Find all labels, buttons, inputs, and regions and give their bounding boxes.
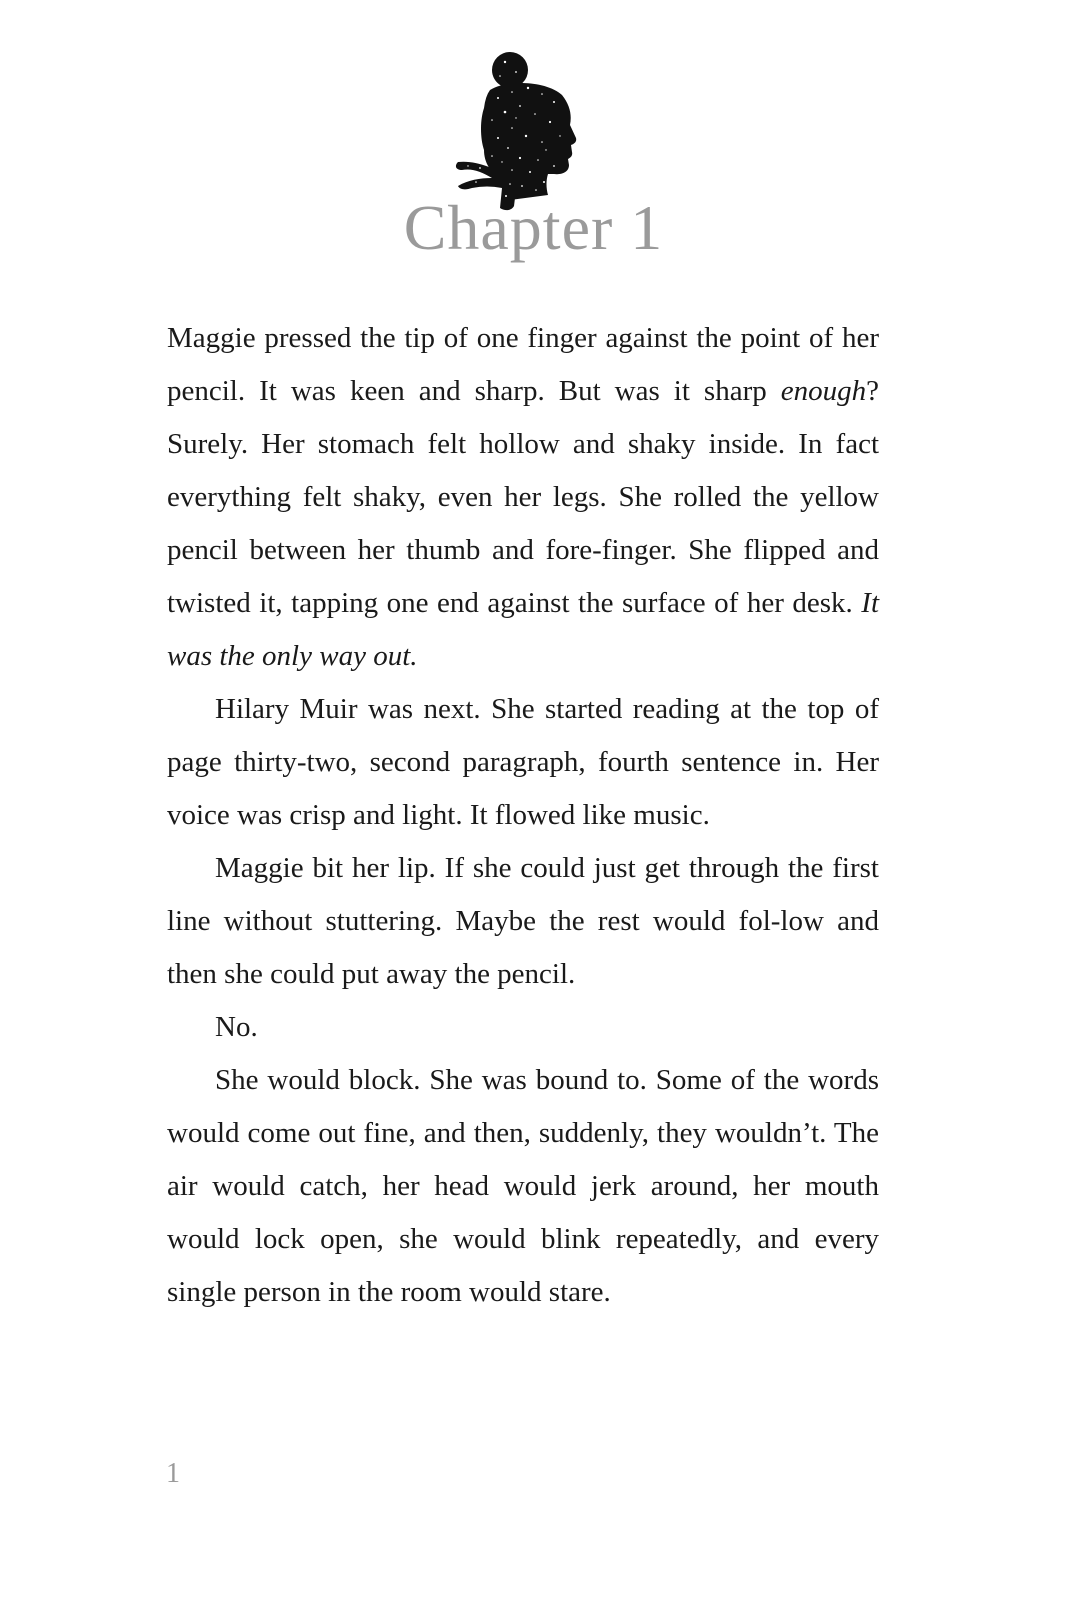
text-span: She would block. She was bound to. Some of the words would come out fine, and then, suddenly, they wouldn’t. The air would catch, her head would jerk around, her mouth would lock open, she would blink repeatedly, and every single person in the room would stare. [167, 1064, 879, 1308]
chapter-title: Chapter 1 [403, 192, 664, 263]
paragraph [167, 1054, 879, 1319]
paragraph [167, 1001, 879, 1054]
text-span: No. [215, 1011, 258, 1043]
paragraph [167, 842, 879, 1001]
paragraph [167, 312, 879, 683]
text-span: Maggie bit her lip. If she could just get through the first line without stuttering. Maybe the rest would fol-low and then she could put away the pencil. [167, 852, 879, 990]
italic-text: enough [780, 375, 867, 407]
paragraph [167, 683, 879, 842]
page-number: 1 [166, 1458, 180, 1489]
italic-text: It was the only way out. [167, 587, 879, 672]
text-span: Maggie pressed the tip of one finger against the point of her pencil. It was keen and sharp. But was it sharp [167, 322, 879, 407]
text-span: Hilary Muir was next. She started reading at the top of page thirty-two, second paragraph, fourth sentence in. Her voice was crisp and light. It flowed like music. [167, 693, 879, 831]
text-span: ? Surely. Her stomach felt hollow and shaky inside. In fact everything felt shaky, even her legs. She rolled the yellow pencil between her thumb and fore-finger. She flipped and twisted it, tapping one end against the surface of her desk. [167, 375, 879, 619]
chapter-body [167, 312, 879, 1319]
